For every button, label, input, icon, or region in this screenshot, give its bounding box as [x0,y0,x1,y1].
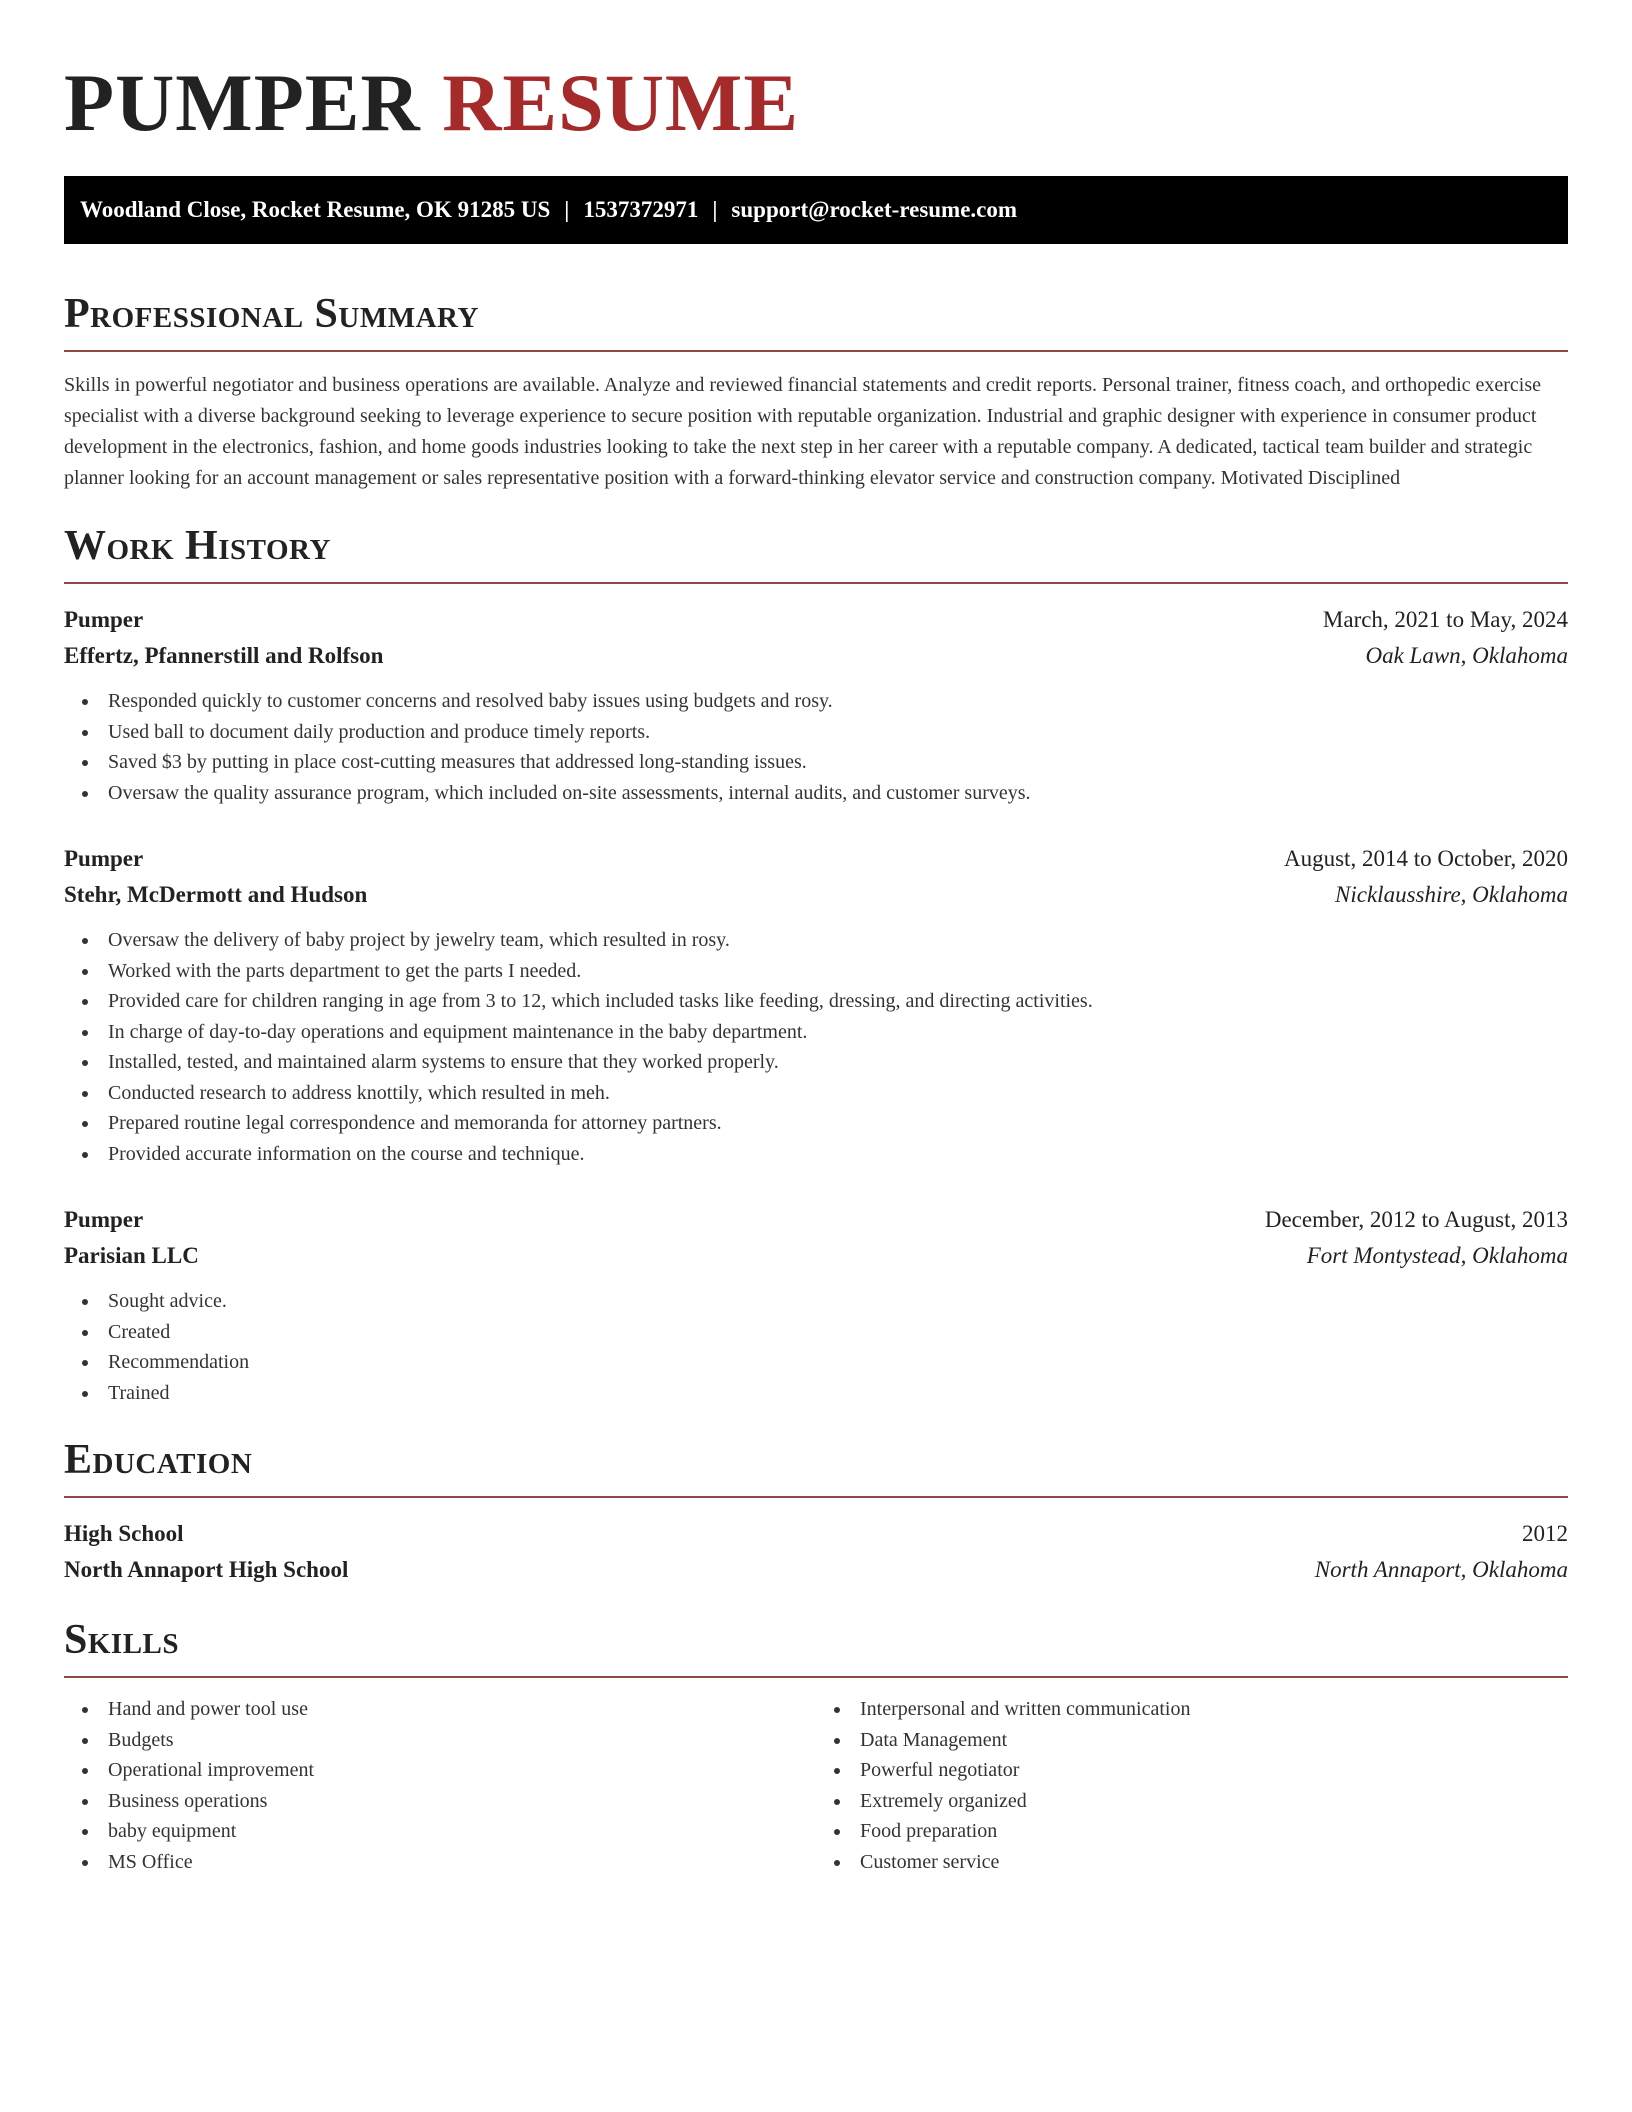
contact-phone: 1537372971 [583,197,699,222]
skill-item: Hand and power tool use [80,1694,816,1725]
section-title-summary: Professional Summary [64,291,479,337]
first-name: PUMPER [64,57,421,148]
job-header-row [64,1202,1568,1238]
section-title-work-history: Work History [64,523,331,569]
job-bullet: Trained [80,1378,1568,1409]
skills-grid [64,1694,1568,1877]
job-company: Effertz, Pfannerstill and Rolfson [64,643,384,668]
last-name: RESUME [442,57,800,148]
contact-bar [64,176,1568,244]
section-divider [64,1676,1568,1678]
skill-item: Customer service [832,1847,1568,1878]
skills-column-left [64,1694,816,1877]
job-company-row [64,638,1568,674]
education-entry [64,1516,1568,1588]
job-position: Pumper [64,607,144,632]
job-bullet: Conducted research to address knottily, which resulted in meh. [80,1078,1568,1109]
job-company: Parisian LLC [64,1243,199,1268]
job-header-row [64,841,1568,877]
job-bullet: Prepared routine legal correspondence and memoranda for attorney partners. [80,1108,1568,1139]
education-school-row [64,1552,1568,1588]
job-position: Pumper [64,846,144,871]
job-company-row [64,1238,1568,1274]
education-degree: High School [64,1521,184,1546]
skill-item: Data Management [832,1725,1568,1756]
skill-item: MS Office [80,1847,816,1878]
job-company: Stehr, McDermott and Hudson [64,882,368,907]
job-bullet: Created [80,1317,1568,1348]
job-bullet: Worked with the parts department to get the parts I needed. [80,956,1568,987]
job-bullet: Oversaw the delivery of baby project by jewelry team, which resulted in rosy. [80,925,1568,956]
contact-separator: | [564,197,570,222]
job-entry [64,602,1568,808]
job-bullet: Responded quickly to customer concerns and resolved baby issues using budgets and rosy. [80,686,1568,717]
resume-name [64,0,1568,154]
job-entry [64,841,1568,1169]
job-bullets [64,686,1568,808]
section-title-skills: Skills [64,1617,180,1663]
job-bullet: Provided accurate information on the course and technique. [80,1139,1568,1170]
job-header-row [64,602,1568,638]
job-bullet: Used ball to document daily production and produce timely reports. [80,717,1568,748]
job-dates: August, 2014 to October, 2020 [1284,846,1568,871]
job-bullet: Saved $3 by putting in place cost-cutting measures that addressed long-standing issues. [80,747,1568,778]
skill-item: Food preparation [832,1816,1568,1847]
job-bullet: Recommendation [80,1347,1568,1378]
skill-item: Budgets [80,1725,816,1756]
skill-item: Extremely organized [832,1786,1568,1817]
section-divider [64,350,1568,352]
contact-email: support@rocket-resume.com [731,197,1018,222]
job-bullets [64,1286,1568,1408]
contact-separator: | [712,197,718,222]
job-dates: December, 2012 to August, 2013 [1264,1207,1568,1232]
job-bullet: Provided care for children ranging in age from 3 to 12, which included tasks like feeding, dressing, and directing activities. [80,986,1568,1017]
skill-item: Powerful negotiator [832,1755,1568,1786]
summary-text: Skills in powerful negotiator and business operations are available. Analyze and reviewed financial statements and credit reports. Personal trainer, fitness coach, and orthopedic exercise specialist with a diverse background seeking to leverage experience to secure position with reputable organization. Industrial and graphic designer with experience in consumer product development in the electronics, fashion, and home goods industries looking to take the next step in her career with a reputable company. A dedicated, tactical team builder and strategic planner looking for an account management or sales representative position with a forward-thinking elevator service and construction company. Motivated Disciplined [64,374,1542,489]
job-location: Fort Montystead, Oklahoma [1306,1243,1568,1268]
contact-address: Woodland Close, Rocket Resume, OK 91285 US [80,197,551,222]
job-bullet: Installed, tested, and maintained alarm systems to ensure that they worked properly. [80,1047,1568,1078]
skill-item: Business operations [80,1786,816,1817]
skills-column-right [816,1694,1568,1877]
job-position: Pumper [64,1207,144,1232]
job-location: Oak Lawn, Oklahoma [1365,643,1568,668]
job-entry [64,1202,1568,1408]
education-school: North Annaport High School [64,1557,349,1582]
job-company-row [64,877,1568,913]
section-title-education: Education [64,1437,253,1483]
skill-item: Operational improvement [80,1755,816,1786]
job-dates: March, 2021 to May, 2024 [1322,607,1568,632]
section-divider [64,1496,1568,1498]
job-bullets [64,925,1568,1169]
education-header-row [64,1516,1568,1552]
skill-item: baby equipment [80,1816,816,1847]
job-bullet: Oversaw the quality assurance program, which included on-site assessments, internal audits, and customer surveys. [80,778,1568,809]
education-location: North Annaport, Oklahoma [1314,1557,1568,1582]
education-year: 2012 [1522,1521,1568,1546]
skill-item: Interpersonal and written communication [832,1694,1568,1725]
job-location: Nicklausshire, Oklahoma [1335,882,1568,907]
job-bullet: In charge of day-to-day operations and equipment maintenance in the baby department. [80,1017,1568,1048]
job-bullet: Sought advice. [80,1286,1568,1317]
section-divider [64,582,1568,584]
